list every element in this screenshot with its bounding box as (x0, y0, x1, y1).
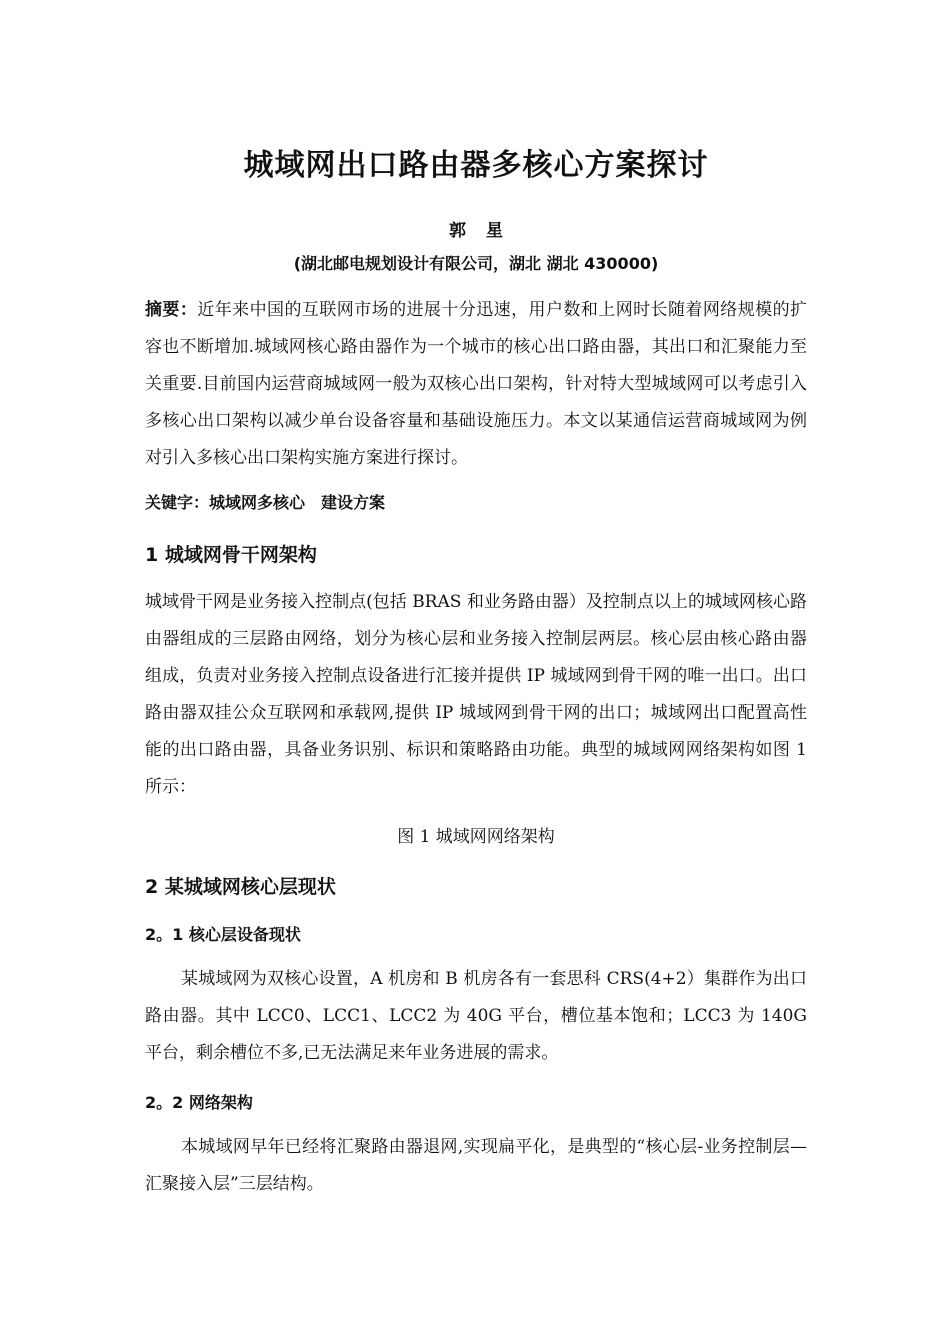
paper-title: 城域网出口路由器多核心方案探讨 (243, 148, 709, 183)
abstract-text: 近年来中国的互联网市场的进展十分迅速，用户数和上网时长随着网络规模的扩容也不断增加.城域网核心路由器作为一个城市的核心出口路由器，其出口和汇聚能力至关重要.目前国内运营商城域网一般为双核心出口架构，针对特大型城域网可以考虑引入多核心出口架构以减少单台设备容量和基础设施压力。本文以某通信运营商城域网为例对引入多核心出口架构实施方案进行探讨。 (145, 300, 808, 468)
section-2-heading: 2 某城域网核心层现状 (145, 876, 336, 898)
keywords-line: 关键字：城域网多核心 建设方案 (145, 493, 386, 512)
section-1-heading: 1 城域网骨干网架构 (145, 544, 317, 566)
section-1-body: 城域骨干网是业务接入控制点(包括 BRAS 和业务路由器）及控制点以上的城域网核心路由器组成的三层路由网络，划分为核心层和业务接入控制层两层。核心层由核心路由器组成，负责对业务接入控制点设备进行汇接并提供 IP 城域网到骨干网的唯一出口。出口路由器双挂公众互联网和承载网,提供 IP 城域网到骨干网的出口；城域网出口配置高性能的出口路由器，具备业务识别、标识和策略路由功能。典型的城域网网络架构如图 1 所示： (145, 592, 807, 797)
section-2-1-body: 某城域网为双核心设置，A 机房和 B 机房各有一套思科 CRS(4+2）集群作为出口路由器。其中 LCC0、LCC1、LCC2 为 40G 平台，槽位基本饱和；LCC3 为 140G 平台，剩余槽位不多,已无法满足来年业务进展的需求。 (145, 969, 807, 1063)
author-name: 郭 星 (449, 221, 503, 241)
section-2-2-body: 本城域网早年已经将汇聚路由器退网,实现扁平化，是典型的“核心层-业务控制层—汇聚接入层”三层结构。 (145, 1137, 807, 1194)
section-2-1-heading: 2。1 核心层设备现状 (145, 925, 301, 944)
abstract-label: 摘要： (145, 300, 198, 320)
author-affiliation: (湖北邮电规划设计有限公司，湖北 湖北 430000) (293, 254, 659, 273)
section-2-2-heading: 2。2 网络架构 (145, 1093, 253, 1112)
figure-1-caption: 图 1 城域网网络架构 (397, 827, 555, 847)
abstract-paragraph (145, 292, 807, 477)
